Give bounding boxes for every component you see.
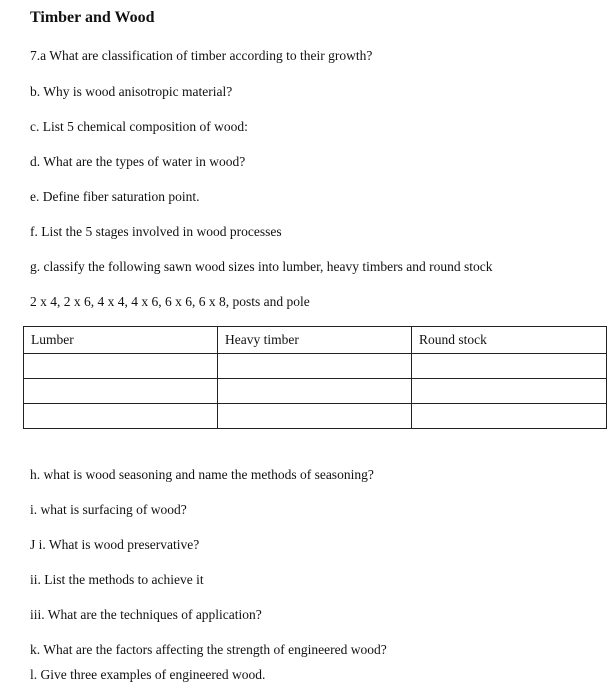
question-g: g. classify the following sawn wood sizes into lumber, heavy timbers and round stock — [30, 259, 493, 274]
header-lumber: Lumber — [24, 327, 218, 354]
table-cell[interactable] — [24, 404, 218, 429]
question-h: h. what is wood seasoning and name the methods of seasoning? — [30, 467, 374, 482]
table-cell[interactable] — [218, 354, 412, 379]
question-iii: iii. What are the techniques of application? — [30, 607, 262, 622]
question-k: k. What are the factors affecting the strength of engineered wood? — [30, 642, 387, 657]
table-cell[interactable] — [412, 354, 607, 379]
question-d: d. What are the types of water in wood? — [30, 154, 246, 169]
question-l: l. Give three examples of engineered wood. — [30, 667, 266, 682]
table-cell[interactable] — [412, 379, 607, 404]
header-round-stock: Round stock — [412, 327, 607, 354]
header-heavy-timber: Heavy timber — [218, 327, 412, 354]
question-f: f. List the 5 stages involved in wood processes — [30, 224, 282, 239]
question-7a: 7.a What are classification of timber according to their growth? — [30, 48, 373, 63]
question-e: e. Define fiber saturation point. — [30, 189, 200, 204]
classification-table — [23, 326, 607, 429]
table-row — [24, 379, 607, 404]
table-cell[interactable] — [412, 404, 607, 429]
table-cell[interactable] — [24, 379, 218, 404]
question-ii: ii. List the methods to achieve it — [30, 572, 204, 587]
question-j-i: J i. What is wood preservative? — [30, 537, 200, 552]
table-cell[interactable] — [218, 379, 412, 404]
wood-sizes-list: 2 x 4, 2 x 6, 4 x 4, 4 x 6, 6 x 6, 6 x 8, posts and pole — [30, 294, 310, 309]
question-b: b. Why is wood anisotropic material? — [30, 84, 233, 99]
table-row — [24, 354, 607, 379]
question-i: i. what is surfacing of wood? — [30, 502, 187, 517]
table-header-row — [24, 327, 607, 354]
page-title: Timber and Wood — [30, 9, 155, 26]
table-row — [24, 404, 607, 429]
question-c: c. List 5 chemical composition of wood: — [30, 119, 248, 134]
table-cell[interactable] — [218, 404, 412, 429]
table-cell[interactable] — [24, 354, 218, 379]
